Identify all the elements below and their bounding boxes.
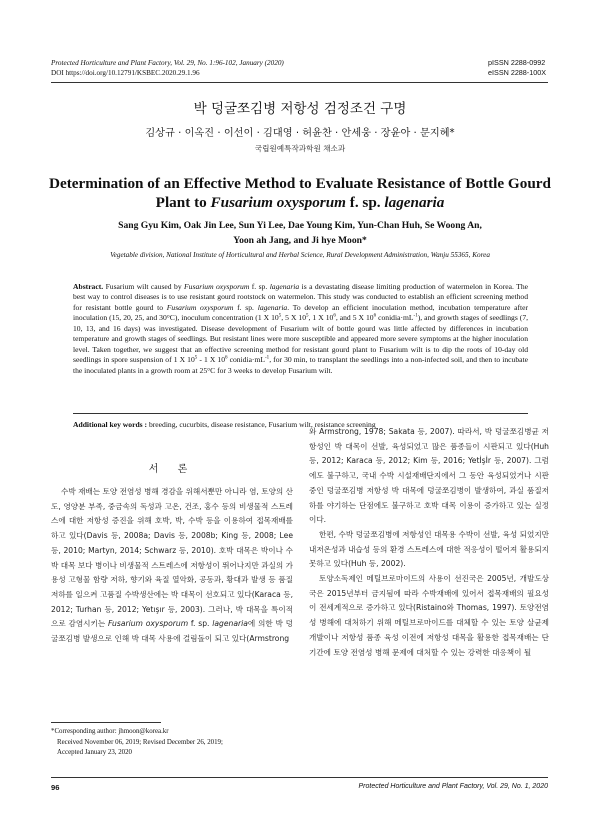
paragraph: 수박 재배는 토양 전염성 병해 경감을 위해서뿐만 아니라 염, 토양의 산도, 영양분 부족, 중금속의 독성과 고온, 건조, 홍수 등의 비생물적 스트레스에 대한 저항성 증진을 위해 호박, 박, 수박 등을 이용하여 접목재배를 하고 있다(Davis 등, 2008a; Davis 등, 2008b; King 등, 2008; Lee 등, 2010; Martyn, 2014; Schwarz 등, 2010). 호박 대목은 박이나 수박 대목 보다 병이나 비생물적 스트레스에 저항성이 뛰어나지만 과실의 가용성 고형물 함량 저하, 향기와 육질 열악화, 공동과, 황대과 발생 등 품질저하를 일으켜 고품질 수박생산에는 박 대목이 선호되고 있다(Karaca 등, 2012; Turhan 등, 2012; Yetışır 등, 2003). 그러나, 박 대목을 특이적으로 감염시키는 Fusarium oxysporum f. sp. lagenaria에 의한 박 덩굴쪼김병 발생으로 인해 박 대목 사용에 걸림돌이 되고 있다(Armstrong	[51, 487, 294, 644]
section-heading-introduction: 서 론	[148, 464, 196, 475]
footnote-divider	[51, 722, 161, 723]
footer-divider	[51, 777, 548, 778]
corresponding-author: *Corresponding author: jhmoon@korea.kr	[51, 728, 169, 735]
keywords: Additional key words : breeding, cucurbits, disease resistance, Fusarium wilt, resistance screening	[73, 420, 376, 429]
english-affiliation: Vegetable division, National Institute of Horticultural and Herbal Science, Rural Development Administration, Wanju 55365, Korea	[110, 251, 490, 259]
journal-citation: Protected Horticulture and Plant Factory, Vol. 29, No. 1:96-102, January (2020)	[51, 59, 284, 67]
abstract: Abstract. Fusarium wilt caused by Fusarium oxysporum f. sp. lagenaria is a devastating disease limiting production of watermelon in Korea. The best way to control diseases is to use resistant gourd rootstock on watermelon. This study was conducted to establish an efficient screening method for resistant bottle gourd to Fusarium oxysporum f. sp. lagenaria. To develop an efficient inoculation method, incubation temperature after inoculation (15, 20, 25, and 30°C), inoculum concentration (1 X $10^5$, 5 X $10^5$, 1 X $10^6$, and 5 X $10^6$ $conidia\cdot mL^{-1}$), and growth stages of seedlings (7, 10, 13, and 16 days) was investigated. Disease development of Fusarium wilt of bottle gourd was little affected by differences in incubation temperature and growth stages of seedlings. But resistant lines were more susceptible and appeared more severe symptoms at the higher inoculation level. Taken together, we suggest that an effective screening method for resistant gourd plant to Fusarium wilt is to dip the roots of 10-day old seedlings in spore suspension of 1 X $10^5 - 1$ X $10^6$ $conidia\cdot mL^{-1}$, for 30 min, to transplant the seedlings into a non-infected soil, and then to incubate the inoculated plants in a growth room at 25°C for 3 weeks to develop Fusarium wilt.	[73, 282, 529, 375]
korean-affiliation: 국립원예특작과학원 채소과	[254, 144, 346, 153]
english-authors: Sang Gyu Kim, Oak Jin Lee, Sun Yi Lee, Dae Young Kim, Yun-Chan Huh, Se Woong An, Yoon ah Jang, and Ji hye Moon*	[118, 220, 482, 246]
english-title: Determination of an Effective Method to Evaluate Resistance of Bottle Gourd Plant to Fusarium oxysporum f. sp. lagenaria	[49, 175, 551, 211]
journal-header	[51, 58, 284, 78]
pissn: pISSN 2288-0992	[488, 58, 546, 67]
korean-authors: 김상규 · 이옥진 · 이선이 · 김대영 · 허윤찬 · 안세웅 · 장윤아 · 문지혜*	[145, 128, 455, 139]
korean-title: 박 덩굴쪼김병 저항성 검정조건 구명	[193, 101, 407, 117]
eissn: eISSN 2288-100X	[488, 68, 546, 77]
footnote	[51, 727, 296, 759]
accepted-date: Accepted January 23, 2020	[57, 749, 133, 756]
paragraph: 한편, 수박 덩굴쪼김병에 저항성인 대목용 수박이 선발, 육성 되었지만 내저온성과 내습성 등의 환경 스트레스에 대한 적응성이 떨어져 활용되지 못하고 있다(Huh 등, 2002).	[309, 529, 549, 569]
page-number: 96	[51, 783, 60, 792]
paragraph: 와 Armstrong, 1978; Sakata 등, 2007). 따라서, 박 덩굴쪼김병균 저항성인 박 대목이 선발, 육성되었고 많은 품종들이 시판되고 있다(Huh 등, 2012; Karaca 등, 2012; Kim 등, 2016; Yetİşİr 등, 2007). 그럼에도 불구하고, 국내 수박 시설재배단지에서 그 동안 육성되었거나 시판 중인 덩굴쪼김병 저항성 박 대목에 덩굴쪼김병이 발생하여, 과실 품질저하를 야기하는 단점에도 불구하고 호박 대목 이용이 증가하고 있는 실정이다.	[309, 427, 549, 525]
abstract-divider	[73, 413, 528, 414]
header-divider	[51, 82, 548, 83]
received-date: Received November 06, 2019; Revised December 26, 2019;	[57, 738, 223, 746]
journal-footer: Protected Horticulture and Plant Factory, Vol. 29, No. 1, 2020	[358, 783, 548, 790]
issn-block	[488, 58, 546, 78]
left-column	[51, 485, 293, 647]
paragraph: 토양소독제인 메틸브로마이드의 사용이 선진국은 2005년, 개발도상국은 2015년부터 금지됨에 따라 수박재배에 있어서 접목재배의 필요성이 전세계적으로 증가하고 있다(Ristaino와 Thomas, 1997). 토양전염성 병해에 대처하기 위해 메틸브로마이드를 대체할 수 있는 토양 살균제 개발이나 저항성 품종 육성 이전에 저항성 대목을 활용한 접목재배는 단기간에 토양 전염성 병해 문제에 대처할 수 있는 강력한 대응책이 될	[309, 574, 549, 657]
doi-link[interactable]: DOI https://doi.org/10.12791/KSBEC.2020.29.1.96	[51, 69, 200, 77]
right-column	[309, 425, 549, 660]
